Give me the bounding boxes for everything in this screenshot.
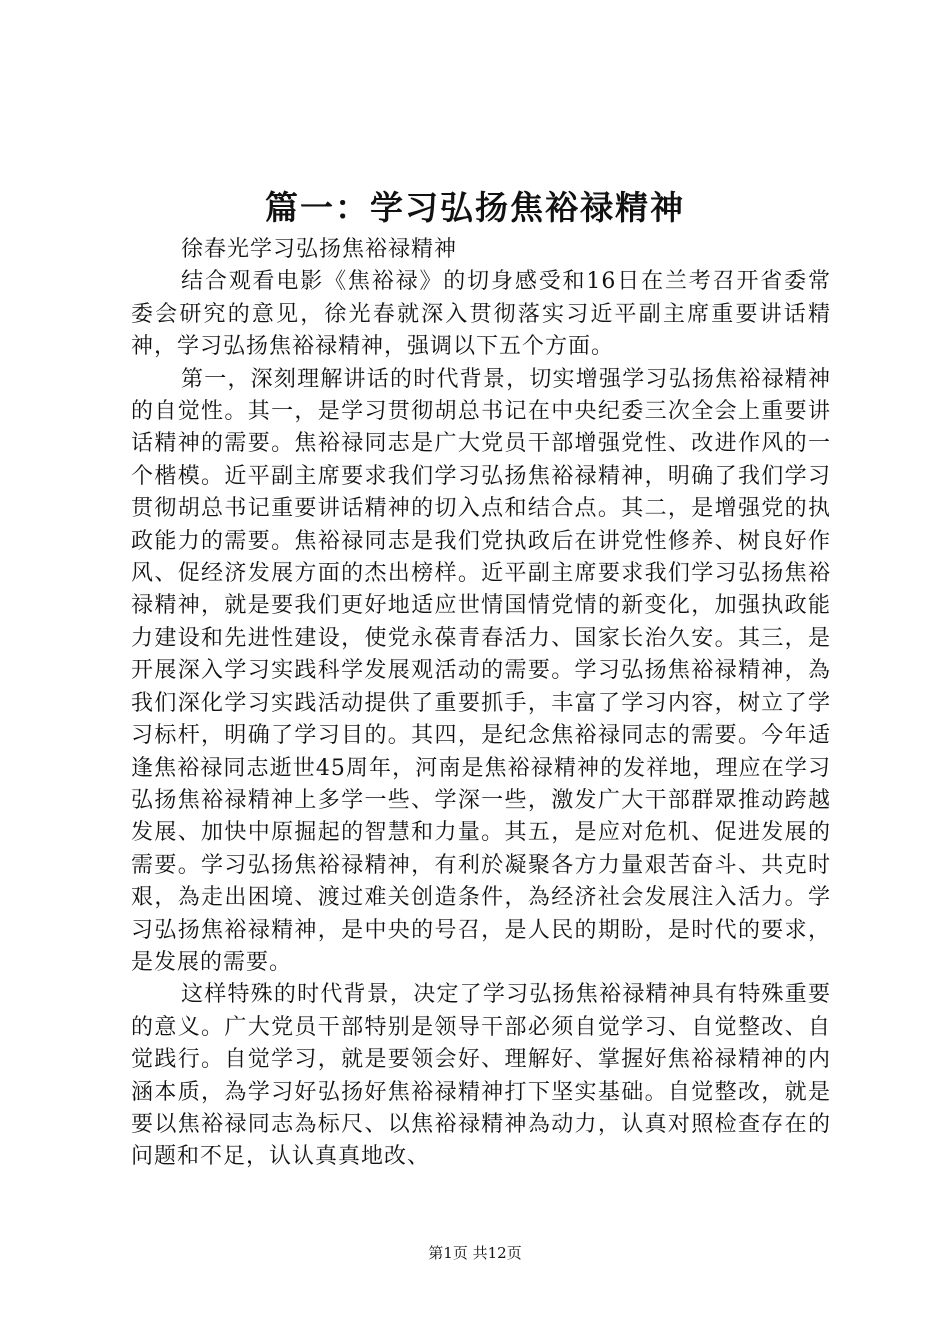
document-body <box>131 234 831 1174</box>
paragraph-intro: 结合观看电影《焦裕禄》的切身感受和16日在兰考召开省委常委会研究的意见，徐光春就深入贯彻落实习近平副主席重要讲话精神，学习弘扬焦裕禄精神，强调以下五个方面。 <box>131 269 831 360</box>
paragraph-first-point: 第一，深刻理解讲话的时代背景，切实增强学习弘扬焦裕禄精神的自觉性。其一，是学习贯彻胡总书记在中央纪委三次全会上重要讲话精神的需要。焦裕禄同志是广大党员干部增强党性、改进作风的一个楷模。近平副主席要求我们学习弘扬焦裕禄精神，明确了我们学习贯彻胡总书记重要讲话精神的切入点和结合点。其二，是增强党的执政能力的需要。焦裕禄同志是我们党执政后在讲党性修养、树良好作风、促经济发展方面的杰出榜样。近平副主席要求我们学习弘扬焦裕禄精神，就是要我们更好地适应世情国情党情的新变化，加强执政能力建设和先进性建设，使党永葆青春活力、国家长治久安。其三，是开展深入学习实践科学发展观活动的需要。学习弘扬焦裕禄精神，為我们深化学习实践活动提供了重要抓手，丰富了学习内容，树立了学习标杆，明确了学习目的。其四，是纪念焦裕禄同志的需要。今年适逢焦裕禄同志逝世45周年，河南是焦裕禄精神的发祥地，理应在学习弘扬焦裕禄精神上多学一些、学深一些，激发广大干部群眾推动跨越发展、加快中原掘起的智慧和力量。其五，是应对危机、促进发展的需要。学习弘扬焦裕禄精神，有利於凝聚各方力量艰苦奋斗、共克时艰，為走出困境、渡过难关创造条件，為经济社会发展注入活力。学习弘扬焦裕禄精神，是中央的号召，是人民的期盼，是时代的要求，是发展的需要。 <box>131 366 831 975</box>
paragraph-significance: 这样特殊的时代背景，决定了学习弘扬焦裕禄精神具有特殊重要的意义。广大党员干部特别是领导干部必须自觉学习、自觉整改、自觉践行。自觉学习，就是要领会好、理解好、掌握好焦裕禄精神的内涵本质，為学习好弘扬好焦裕禄精神打下坚实基础。自觉整改，就是要以焦裕禄同志為标尺、以焦裕禄精神為动力，认真对照检查存在的问题和不足，认认真真地改、 <box>131 982 831 1170</box>
document-title: 篇一：学习弘扬焦裕禄精神 <box>265 188 685 227</box>
page-footer: 第1页 共12页 <box>428 1244 522 1262</box>
document-subtitle: 徐春光学习弘扬焦裕禄精神 <box>181 237 458 262</box>
